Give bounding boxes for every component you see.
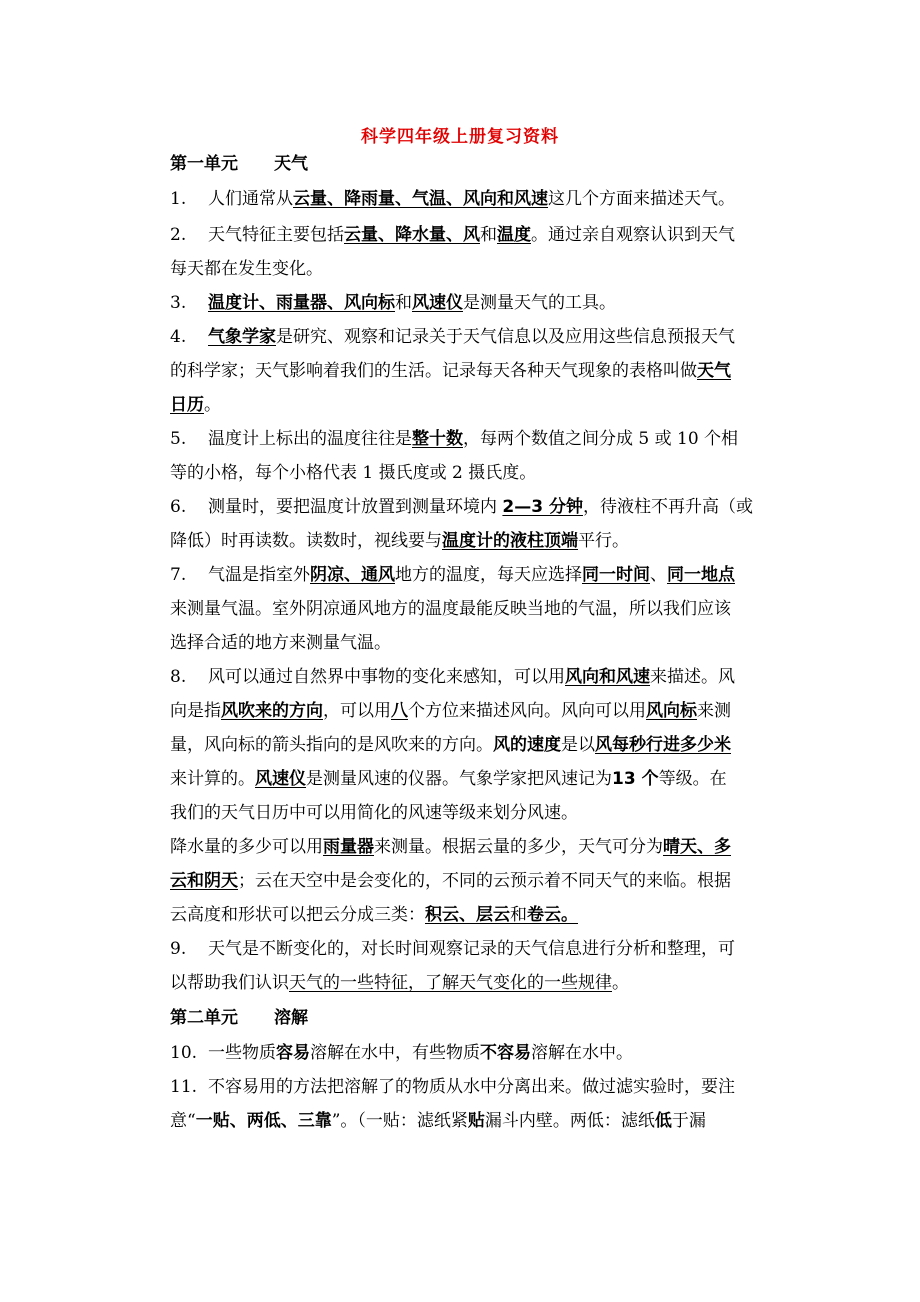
item-6-line-2: 降低）时再读数。读数时，视线要与温度计的液柱顶端平行。 — [170, 531, 629, 551]
unit-1-heading: 第一单元 天气 — [170, 154, 308, 174]
item-8-line-5: 我们的天气日历中可以用简化的风速等级来划分风速。 — [170, 803, 578, 823]
item-2-line-2: 每天都在发生变化。 — [170, 259, 323, 279]
item-7-line-1: 7. 气温是指室外阴凉、通风地方的温度，每天应选择同一时间、同一地点 — [170, 565, 735, 585]
item-1-line-1: 1. 人们通常从云量、降雨量、气温、风向和风速这几个方面来描述天气。 — [170, 189, 735, 209]
item-9-line-2: 以帮助我们认识天气的一些特征，了解天气变化的一些规律。 — [170, 973, 629, 993]
item-4-line-1: 4. 气象学家是研究、观察和记录关于天气信息以及应用这些信息预报天气 — [170, 327, 735, 347]
item-5-line-2: 等的小格，每个小格代表 1 摄氏度或 2 摄氏度。 — [170, 463, 537, 483]
rain-para-line-1: 降水量的多少可以用雨量器来测量。根据云量的多少，天气可分为晴天、多 — [170, 837, 731, 857]
rain-para-line-3: 云高度和形状可以把云分成三类：积云、层云和卷云。 — [170, 905, 578, 925]
item-8-line-2: 向是指风吹来的方向，可以用八个方位来描述风向。风向可以用风向标来测 — [170, 701, 731, 721]
item-5-line-1: 5. 温度计上标出的温度往往是整十数，每两个数值之间分成 5 或 10 个相 — [170, 429, 739, 449]
item-3-line-1: 3. 温度计、雨量器、风向标和风速仪是测量天气的工具。 — [170, 293, 616, 313]
item-8-line-3: 量，风向标的箭头指向的是风吹来的方向。风的速度是以风每秒行进多少米 — [170, 735, 731, 755]
item-4-line-2: 的科学家；天气影响着我们的生活。记录每天各种天气现象的表格叫做天气 — [170, 361, 731, 381]
item-7-line-2: 来测量气温。室外阴凉通风地方的温度最能反映当地的气温，所以我们应该 — [170, 599, 731, 619]
item-6-line-1: 6. 测量时，要把温度计放置到测量环境内 2—3 分钟，待液柱不再升高（或 — [170, 497, 753, 517]
item-9-line-1: 9. 天气是不断变化的，对长时间观察记录的天气信息进行分析和整理，可 — [170, 939, 735, 959]
item-4-line-3: 日历。 — [170, 395, 221, 415]
unit-2-heading: 第二单元 溶解 — [170, 1008, 308, 1028]
item-10-line-1: 10. 一些物质容易溶解在水中，有些物质不容易溶解在水中。 — [170, 1043, 633, 1063]
item-11-line-2: 意“一贴、两低、三靠”。（一贴：滤纸紧贴漏斗内壁。两低：滤纸低于漏 — [170, 1111, 706, 1131]
document-title: 科学四年级上册复习资料 — [361, 127, 559, 147]
item-7-line-3: 选择合适的地方来测量气温。 — [170, 633, 391, 653]
item-11-line-1: 11. 不容易用的方法把溶解了的物质从水中分离出来。做过滤实验时，要注 — [170, 1077, 735, 1097]
rain-para-line-2: 云和阴天；云在天空中是会变化的，不同的云预示着不同天气的来临。根据 — [170, 871, 731, 891]
item-8-line-1: 8. 风可以通过自然界中事物的变化来感知，可以用风向和风速来描述。风 — [170, 667, 735, 687]
item-8-line-4: 来计算的。风速仪是测量风速的仪器。气象学家把风速记为13 个等级。在 — [170, 769, 727, 789]
item-2-line-1: 2. 天气特征主要包括云量、降水量、风和温度。通过亲自观察认识到天气 — [170, 225, 735, 245]
